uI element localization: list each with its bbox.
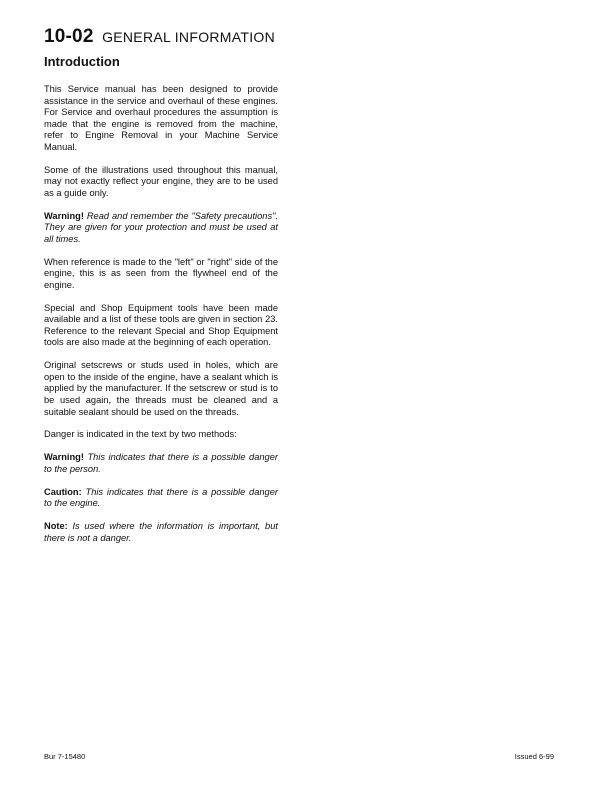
page-header <box>44 26 275 48</box>
footer-document-number: Bur 7-15480 <box>44 752 86 761</box>
section-title: GENERAL INFORMATION <box>102 29 275 45</box>
paragraph-note-definition <box>44 521 278 544</box>
paragraph-illustrations: Some of the illustrations used throughout this manual, may not exactly reflect your engine, they are to be used as a guide only. <box>44 164 278 198</box>
warning-definition-label: Warning! <box>44 452 84 463</box>
body-text <box>44 84 278 555</box>
section-number: 10-02 <box>44 26 94 47</box>
page-heading: Introduction <box>44 54 120 69</box>
paragraph-caution-definition <box>44 487 278 510</box>
footer-issue-date: Issued 6-99 <box>514 752 554 761</box>
note-label: Note: <box>44 520 68 531</box>
paragraph-intro: This Service manual has been designed to provide assistance in the service and overhaul of these engines. For Service and overhaul procedures the assumption is made that the engine is removed from the machine, refer to Engine Removal in your Machine Service Manual. <box>44 84 278 152</box>
caution-label: Caution: <box>44 486 82 497</box>
paragraph-danger-methods: Danger is indicated in the text by two methods: <box>44 429 237 440</box>
paragraph-tools: Special and Shop Equipment tools have been made available and a list of these tools are given in section 23. Reference to the relevant Special and Shop Equipment tools are also made at the beginning of each operation. <box>44 302 278 348</box>
paragraph-left-right: When reference is made to the "left" or "right" side of the engine, this is as seen from the flywheel end of the engine. <box>44 256 278 290</box>
paragraph-warning-definition <box>44 452 278 475</box>
paragraph-safety-warning <box>44 211 278 246</box>
note-text: Is used where the information is important, but there is not a danger. <box>44 520 278 543</box>
paragraph-sealant: Original setscrews or studs used in holes, which are open to the inside of the engine, have a sealant which is applied by the manufacturer. If the setscrew or stud is to be used again, the threads must be cleaned and a suitable sealant should be used on the threads. <box>44 360 278 417</box>
warning-definition-text: This indicates that there is a possible danger to the person. <box>44 452 278 474</box>
caution-text: This indicates that there is a possible danger to the engine. <box>44 486 278 509</box>
warning-label: Warning! <box>44 210 84 221</box>
warning-text: Read and remember the "Safety precautions". They are given for your protection and must be used at all times. <box>44 210 278 244</box>
